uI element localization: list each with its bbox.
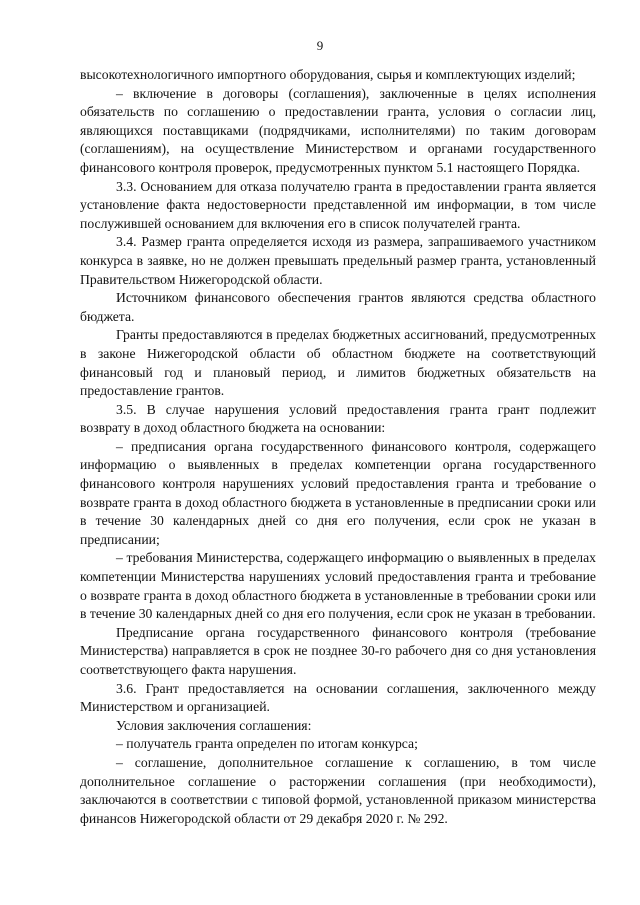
- paragraph-ministry-requirement: – требования Министерства, содержащего информацию о выявленных в пределах компетенции Министерства нарушениях условий предоставления гранта и требование о возврате гранта в доход областного бюджета в установленные в требовании сроки или в течение 30 календарных дней со дня его получения, если срок не указан в требовании.: [80, 550, 596, 622]
- paragraph-agreement-conditions: Условия заключения соглашения:: [116, 717, 312, 733]
- paragraph-3-3-refusal-grounds: 3.3. Основанием для отказа получателю гранта в предоставлении гранта является установление факта недостоверности представленной им информации, в том числе послужившей основанием для включения его в список получателей гранта.: [80, 178, 596, 231]
- paragraph-3-6-agreement: 3.6. Грант предоставляется на основании соглашения, заключенного между Министерством и организацией.: [80, 680, 596, 715]
- paragraph-funding-source: Источником финансового обеспечения грантов являются средства областного бюджета.: [80, 290, 596, 324]
- paragraph-budget-allocations: Гранты предоставляются в пределах бюджетных ассигнований, предусмотренных в законе Нижегородской области об областном бюджете на соответствующий финансовый год и плановый период, и лимитов бюджетных обязательств на предоставление грантов.: [80, 327, 596, 399]
- paragraph-3-5-grant-return: 3.5. В случае нарушения условий предоставления гранта грант подлежит возврату в доход областного бюджета на основании:: [80, 401, 596, 436]
- paragraph-typical-form: – соглашение, дополнительное соглашение к соглашению, в том числе дополнительное соглашение о расторжении соглашения (при необходимости), заключаются в соответствии с типовой формой, установленной приказом министерства финансов Нижегородской области от 29 декабря 2020 г. № 292.: [80, 754, 596, 826]
- page-number: 9: [316, 38, 324, 53]
- paragraph-recipient-determined: – получатель гранта определен по итогам конкурса;: [116, 736, 418, 752]
- document-body: [80, 66, 596, 828]
- paragraph-3-4-grant-size: 3.4. Размер гранта определяется исходя из размера, запрашиваемого участником конкурса в заявке, но не должен превышать предельный размер гранта, установленный Правительством Нижегородской области.: [80, 234, 596, 287]
- paragraph-control-body-prescription: – предписания органа государственного финансового контроля, содержащего информацию о выявленных в пределах компетенции органа государственного финансового контроля нарушениях условий предоставления гранта и требование о возврате гранта в доход областного бюджета в установленные в предписании сроки или в течение 30 календарных дней со дня его получения, если срок не указан в предписании;: [80, 438, 596, 547]
- paragraph-contract-conditions: – включение в договоры (соглашения), заключенные в целях исполнения обязательств по соглашению о предоставлении гранта, условия о согласии лиц, являющихся поставщиками (подрядчиками, исполнителями) по таким договорам (соглашениям), на осуществление Министерством и органами государственного финансового контроля проверок, предусмотренных пунктом 5.1 настоящего Порядка.: [80, 85, 596, 175]
- paragraph-imported-equipment: высокотехнологичного импортного оборудования, сырья и комплектующих изделий;: [80, 67, 576, 82]
- paragraph-prescription-deadline: Предписание органа государственного финансового контроля (требование Министерства) направляется в срок не позднее 30-го рабочего дня со дня установления соответствующего факта нарушения.: [80, 624, 596, 677]
